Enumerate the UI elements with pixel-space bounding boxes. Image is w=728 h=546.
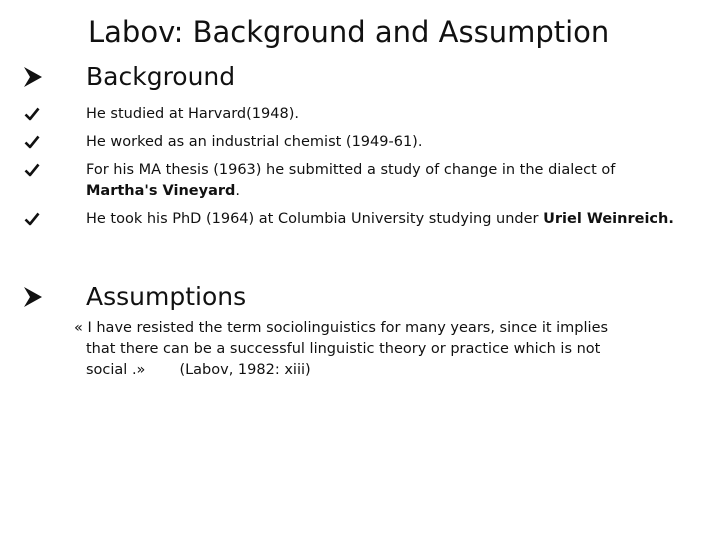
bullet-bold-text: Martha's Vineyard (86, 183, 236, 199)
assumptions-section-header (0, 280, 728, 314)
quote-line-2: that there can be a successful linguistic theory or practice which is not (86, 341, 601, 357)
background-bullet-list (0, 104, 728, 237)
bullet-text: He took his PhD (1964) at Columbia University studying under (86, 211, 544, 227)
background-heading: Background (86, 62, 236, 91)
slide-title: Labov: Background and Assumption (88, 15, 610, 49)
assumptions-heading: Assumptions (86, 282, 247, 311)
checkmark-icon (24, 212, 40, 226)
checkmark-icon (24, 107, 40, 121)
arrow-bullet-icon (22, 60, 44, 94)
bullet-text: He worked as an industrial chemist (1949-61). (86, 134, 423, 150)
background-section-header (0, 60, 728, 94)
bullet-ma-thesis (0, 160, 728, 202)
quote-line-3 (74, 360, 694, 381)
bullet-harvard (0, 104, 728, 125)
quote-end: social .» (86, 362, 146, 378)
labov-quote (74, 318, 694, 381)
quote-line-1: « I have resisted the term sociolinguistics for many years, since it implies (74, 320, 609, 336)
arrow-bullet-icon (22, 280, 44, 314)
checkmark-icon (24, 135, 40, 149)
quote-citation: (Labov, 1982: xiii) (179, 362, 311, 378)
bullet-phd (0, 209, 728, 230)
bullet-text-after: . (235, 183, 240, 199)
bullet-chemist (0, 132, 728, 153)
bullet-text: He studied at Harvard(1948). (86, 106, 299, 122)
bullet-bold-text: Uriel Weinreich. (543, 211, 674, 227)
checkmark-icon (24, 163, 40, 177)
bullet-text: For his MA thesis (1963) he submitted a study of change in the dialect of (86, 162, 616, 178)
